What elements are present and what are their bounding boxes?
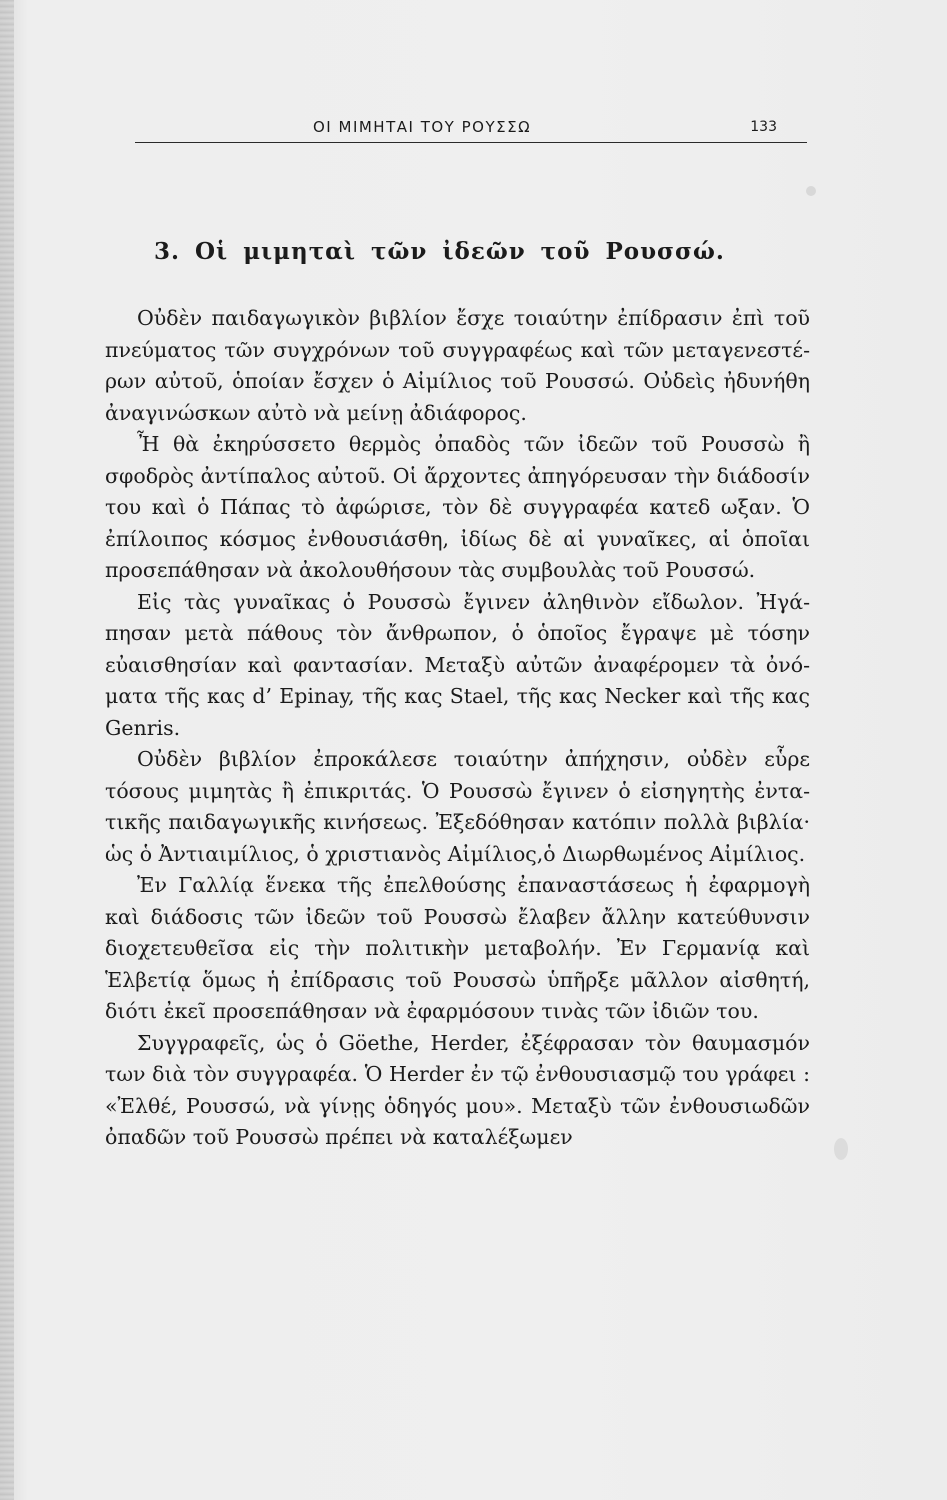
page-binding-edge — [0, 0, 14, 1500]
paragraph: Ἐν Γαλλίᾳ ἕνεκα τῆς ἐπελθούσης ἐπαναστάσεως ἡ ἐφαρμογὴ καὶ διάδοσις τῶν ἰδεῶν τοῦ Ρουσσὼ ἔλαβεν ἄλλην κατεύθυνσιν διοχετευθεῖσα εἰς τὴν πολιτικὴν μεταβολήν. Ἐν Γερμανίᾳ καὶ Ἑλβετίᾳ ὅμως ἡ ἐπίδρασις τοῦ Ρουσσὼ ὑπῆρξε μᾶλλον αἰσθητή, διότι ἐκεῖ προσεπάθησαν νὰ ἐφαρμόσουν τινὰς τῶν ἰδιῶν του. — [105, 873, 810, 1023]
page-number: 133 — [750, 119, 777, 135]
paper-speck — [806, 186, 816, 196]
section-heading: 3. Οἱ μιμηταὶ τῶν ἰδεῶν τοῦ Ρουσσώ. — [154, 238, 725, 265]
paragraph: Ἦ θὰ ἐκηρύσσετο θερμὸς ὀπαδὸς τῶν ἰδεῶν τοῦ Ρουσσὼ ἢ σφοδρὸς ἀντίπαλος αὐτοῦ. Οἱ ἄρχοντες ἀπηγόρευσαν τὴν διάδοσίν του καὶ ὁ Πάπας τὸ ἀφώρισε, τὸν δὲ συγγραφέα κατεδ ωξαν. Ὁ ἐπίλοιπος κόσμος ἐνθουσιάσθη, ἰδίως δὲ αἱ γυναῖκες, αἱ ὁποῖαι προσεπάθησαν νὰ ἀκολουθήσουν τὰς συμβουλὰς τοῦ Ρουσσώ. — [105, 432, 810, 582]
paragraph: Οὐδὲν παιδαγωγικὸν βιβλίον ἔσχε τοιαύτην ἐπίδρασιν ἐπὶ τοῦ πνεύματος τῶν συγχρόνων τοῦ συγγραφέως καὶ τῶν μεταγενεστέρων αὐτοῦ, ὁποίαν ἔσχεν ὁ Αἰμίλιος τοῦ Ρουσσώ. Οὐδεὶς ἠδυνήθη ἀναγινώσκων αὐτὸ νὰ μείνῃ ἀδιάφορος. — [105, 306, 810, 425]
paragraph: Συγγραφεῖς, ὡς ὁ Göethe, Herder, ἐξέφρασαν τὸν θαυμασμόν των διὰ τὸν συγγραφέα. Ὁ Herder ἐν τῷ ἐνθουσιασμῷ του γράφει : «Ἐλθέ, Ρουσσώ, νὰ γίνῃς ὁδηγός μου». Μεταξὺ τῶν ἐνθουσιωδῶν ὀπαδῶν τοῦ Ρουσσὼ πρέπει νὰ καταλέξωμεν — [105, 1030, 810, 1149]
paper-speck — [834, 1138, 848, 1160]
running-header — [135, 116, 807, 143]
paragraph: Οὐδὲν βιβλίον ἐπροκάλεσε τοιαύτην ἀπήχησιν, οὐδὲν εὗρε τόσους μιμητὰς ἢ ἐπικριτάς. Ὁ Ρουσσὼ ἔγινεν ὁ εἰσηγητὴς ἐντατικῆς παιδαγωγικῆς κινήσεως. Ἐξεδόθησαν κατόπιν πολλὰ βιβλία· ὡς ὁ Ἀντιαιμίλιος, ὁ χριστιανὸς Αἰμίλιος,ὁ Διωρθωμένος Αἰμίλιος. — [105, 747, 810, 866]
running-title: ΟΙ ΜΙΜΗΤΑΙ ΤΟΥ ΡΟΥΣΣΩ — [313, 118, 532, 136]
body-text — [105, 303, 810, 1154]
paragraph: Εἰς τὰς γυναῖκας ὁ Ρουσσὼ ἔγινεν ἀληθινὸν εἴδωλον. Ἠγάπησαν μετὰ πάθους τὸν ἄνθρωπον, ὁ ὁποῖος ἔγραψε μὲ τόσην εὐαισθησίαν καὶ φαντασίαν. Μεταξὺ αὐτῶν ἀναφέρομεν τὰ ὀνόματα τῆς κας d’ Epinay, τῆς κας Stael, τῆς κας Necker καὶ τῆς κας Genris. — [105, 589, 810, 740]
